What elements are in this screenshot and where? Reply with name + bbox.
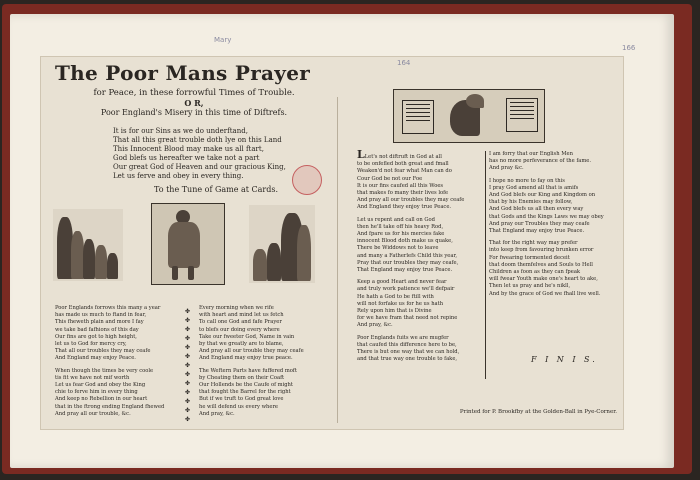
verse-line: But if we truft to God great love (199, 396, 284, 403)
verse-line: by that we greatly are to blame, (199, 341, 284, 348)
verse-line: And pray &c. (489, 165, 524, 172)
verse-line: to blefs our doing every where (199, 326, 280, 333)
verse-line: I pray God amend all that is amifs (489, 184, 579, 191)
angel-wing (466, 94, 484, 108)
book-page (10, 14, 674, 468)
verse-line: then he'll take off his heavy Rod, (357, 223, 444, 230)
verse-column-2 (199, 305, 323, 418)
angel-woodcut (393, 89, 545, 143)
subtitle-second: Poor England's Misery in this time of Diftrefs. (100, 108, 288, 117)
verse-line: That all our troubles they may ceafe (55, 348, 151, 355)
verse-line: that Gods and the Kings Laws we may obey (489, 213, 604, 220)
verse-line: And pray all our trouble, &c. (55, 410, 131, 417)
intro-verse (113, 127, 286, 181)
verse-line: that by his Enemies may follow, (489, 199, 573, 206)
verse-line: Our Hollends be the Caufe of might (199, 382, 293, 389)
verse-line: To call one God and fafe Prayer (199, 319, 282, 326)
verse-line: And pray our Troubles they may ceafe (489, 220, 590, 227)
verse-line: innocent Blood doth make us quake, (357, 238, 453, 245)
verse-line: This fheweth plain and more I fay (55, 319, 144, 326)
verse-line: Let us repent and call on God (357, 216, 435, 223)
figure (253, 249, 267, 281)
pencil-mark-mid: 164 (397, 59, 411, 67)
verse-line: That England may enjoy true Peace. (489, 228, 585, 235)
verse-line: And England may enjoy Peace. (55, 355, 136, 362)
verse-line: that caufed this difference here to be, (357, 341, 457, 348)
verse-line: he will defend us every where (199, 403, 279, 410)
verse-line: Pray that our troubles they may ceafe, (357, 259, 459, 266)
verse-column-3 (357, 148, 489, 363)
verse-line: And England they enjoy true Peace. (357, 204, 452, 211)
fleuron-ornament: ✤ ✤ ✤ ✤ ✤ ✤ ✤ ✤ ✤ ✤ ✤ ✤ ✤ (185, 308, 191, 423)
pencil-note-left: Mary (214, 36, 232, 44)
verse-line: Then let us pray and he's nikll, (489, 283, 571, 290)
figure-body (168, 222, 200, 268)
verse-line: has no more perfeverance of the fame. (489, 158, 591, 165)
verse-line: that fought the Barrel for the right (199, 389, 291, 396)
verse-line: That all this great trouble doth lye on this Land (113, 136, 282, 144)
verse-line: This Innocent Blood may make us all ftart, (113, 145, 264, 153)
sheet-fold (337, 97, 338, 423)
verse-line: That for the right way may prefer (489, 240, 578, 247)
verse-line: Our fins are got to high height, (55, 333, 137, 340)
verse-line: It is for our Sins as we do underftand, (113, 127, 248, 135)
verse-line: And pray, &c. (357, 322, 393, 329)
broadside-sheet (40, 56, 624, 430)
verse-line: For fwearing tormented deceit (489, 254, 570, 261)
verse-line: He hath a God to be ftill with (357, 293, 434, 300)
verse-line: God blefs us hereafter we take not a part (113, 154, 260, 162)
verse-line: Rely upon him that is Divine (357, 308, 432, 315)
figure-leg (188, 266, 194, 280)
verse-line: Take our fweeter God, Name in vain (199, 333, 295, 340)
column-rule (485, 151, 486, 379)
verse-line: for we have fram that need not repine (357, 315, 458, 322)
verse-line: and many a Fatherlefs Child this year, (357, 252, 457, 259)
verse-line: Our great God of Heaven and our gracious King, (113, 163, 286, 171)
verse-line: that makes fo many their lives lofe (357, 190, 449, 197)
verse-line: And England may enjoy true peace. (199, 355, 293, 362)
verse-line: Let us ferve and obey in every thing. (113, 172, 244, 180)
verse-line: There be Widdows not to leave (357, 245, 439, 252)
tune-note: To the Tune of Game at Cards. (154, 185, 278, 194)
verse-line: into keep from favouring brunken error (489, 247, 594, 254)
verse-line: let us to God for mercy cry, (55, 341, 127, 348)
verse-line: And keep no Rebellion in our heart (55, 396, 148, 403)
imprint-line: Printed for P. Brookfby at the Golden-Ball in Pye-Corner. (459, 409, 617, 415)
library-stamp-icon (292, 165, 322, 195)
subtitle-or: O R, (184, 98, 204, 108)
subtitle: for Peace, in these forrowful Times of Trouble. (93, 88, 295, 98)
pencil-page-number: 166 (622, 44, 636, 52)
verse-line: to be onfefled both great and fmall (357, 161, 449, 168)
figure (107, 253, 118, 279)
verse-line: we take bad fafhions of this day (55, 326, 139, 333)
verse-line: The Weftern Parts have fuffered moft (199, 367, 297, 374)
verse-line: Cour God be not our Foe (357, 175, 423, 182)
figure (95, 245, 107, 279)
open-book-icon (506, 98, 538, 132)
man-woodcut (151, 203, 225, 285)
verse-line: with heart and mind let us fetch (199, 312, 284, 319)
men-woodcut (53, 209, 123, 281)
verse-line: It is our fins caufed all this Woes (357, 182, 444, 189)
book-cover (2, 4, 692, 474)
verse-line: Keep a good Heart and never fear (357, 279, 447, 286)
verse-line: that in the ftrong ending England fhewed (55, 403, 165, 410)
verse-line: I am forry that our English Men (489, 151, 573, 157)
verse-line: Weaken'd not fear what Man can do (357, 168, 452, 175)
verse-line: And fpare us for his mercies fake (357, 231, 445, 238)
verse-line: will fwear Youth make one's heart to ake, (489, 276, 598, 283)
verse-column-1 (55, 305, 183, 418)
figure-leg (172, 266, 178, 280)
verse-line: And pray, &c. (199, 410, 235, 417)
verse-line: Let us fear God and obey the King (55, 382, 146, 389)
verse-line: by Cheating them on their Coaft (199, 374, 285, 381)
finis-label: F I N I S. (531, 355, 598, 364)
family-woodcut (249, 205, 315, 283)
figure (267, 243, 281, 281)
verse-line: will not forfake us for he us hath (357, 300, 444, 307)
verse-line: And God blefs us all then every way (489, 206, 584, 213)
verse-line-text: Let's not diftruft in God at all (364, 154, 442, 160)
verse-line: and that true way one trouble to fake, (357, 356, 458, 363)
open-book-icon (402, 100, 434, 134)
verse-line: tis fit we have not mif worth (55, 374, 130, 381)
verse-line: I hope no more to fay on this (489, 177, 565, 184)
verse-line: That England may enjoy true Peace. (357, 267, 453, 274)
figure (297, 225, 311, 281)
verse-line: Children as foon as they can fpeak (489, 269, 581, 276)
verse-line: Poor Englands forrows this many a year (55, 305, 161, 311)
verse-line: Poor Englands fuits we are mugfer (357, 334, 449, 341)
verse-line: And pray all our troubles they may ceafe (357, 197, 465, 204)
verse-line: When though the times be very coole (55, 367, 154, 374)
verse-line: that doom themfelves and Souls to Hell (489, 261, 593, 268)
verse-line: And by the grace of God we fhall live well. (489, 290, 601, 297)
verse-line: Every morning when we rife (199, 305, 274, 311)
verse-line: has made us much to ftand in fear, (55, 312, 147, 319)
verse-line: And God blefs our King and Kingdom on (489, 192, 596, 199)
figure (83, 239, 95, 279)
verse-column-4 (489, 151, 619, 298)
verse-line: LLet's not diftruft in God at all (357, 148, 442, 161)
verse-line: chie to ferve him in every thing (55, 389, 138, 396)
verse-line: and truly work patience we'll defpair (357, 286, 455, 293)
verse-line: And pray all our trouble they may ceafe (199, 348, 304, 355)
page-title: The Poor Mans Prayer (55, 61, 311, 85)
verse-line: There is but one way that we can hold, (357, 349, 460, 356)
